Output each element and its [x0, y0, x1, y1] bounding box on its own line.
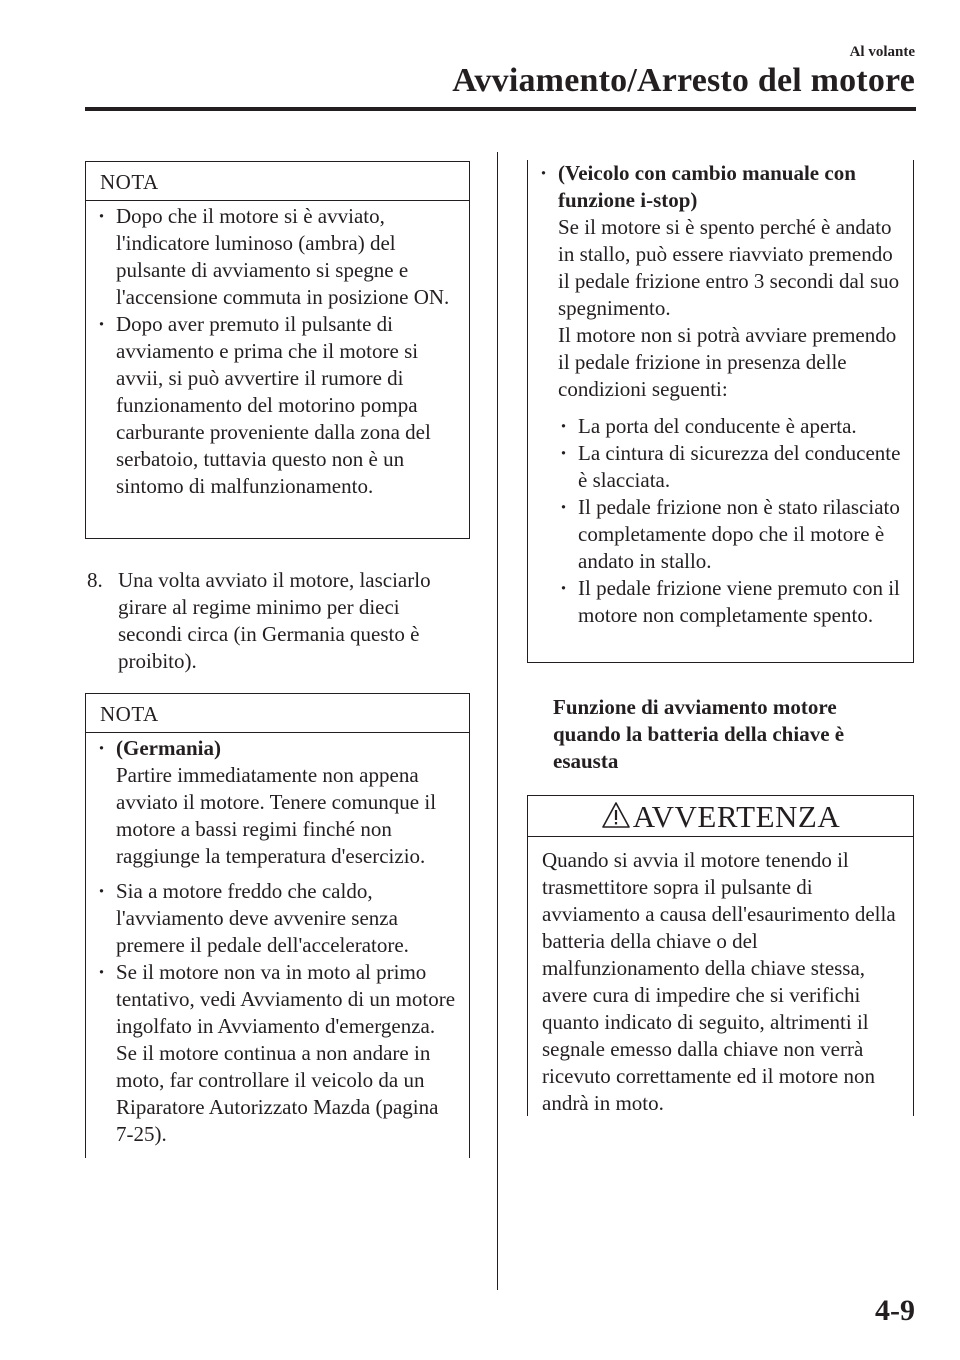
- sub-bullet: · Il pedale frizione viene premuto con il motore non completamente spento.: [554, 575, 903, 629]
- note-title: NOTA: [86, 694, 469, 733]
- note-bullet: · Dopo che il motore si è avviato, l'indicatore luminoso (ambra) del pulsante di avviamento si spegne e l'accensione commuta in posizione ON.: [92, 203, 457, 311]
- warning-triangle-icon: [601, 801, 631, 829]
- note-bullet: [534, 160, 903, 403]
- note-box-3: [527, 160, 914, 663]
- warning-header: [528, 796, 913, 837]
- section-subheading: Funzione di avviamento motore quando la batteria della chiave è esausta: [553, 695, 845, 773]
- note-bullet: · Sia a motore freddo che caldo, l'avviamento deve avvenire senza premere il pedale dell'acceleratore.: [92, 878, 457, 959]
- step-text: Una volta avviato il motore, lasciarlo girare al regime minimo per dieci secondi circa (in Germania questo è proibito).: [118, 568, 431, 673]
- sub-list: [534, 413, 903, 629]
- note-bullet: · Se il motore non va in moto al primo tentativo, vedi Avviamento di un motore ingolfato in Avviamento d'emergenza. Se il motore continua a non andare in moto, far controllare il veicolo da un Riparatore Autorizzato Mazda (pagina 7-25).: [92, 959, 457, 1148]
- step-number: 8.: [87, 568, 103, 592]
- warning-title: AVVERTENZA: [632, 799, 841, 834]
- bullet-text: Il motore non si potrà avviare premendo il pedale frizione in presenza delle condizioni seguenti:: [558, 323, 897, 401]
- page-number: 4-9: [875, 1294, 915, 1327]
- sub-bullet: · Il pedale frizione non è stato rilasciato completamente dopo che il motore è andato in stallo.: [554, 494, 903, 575]
- bullet-text: Partire immediatamente non appena avviato il motore. Tenere comunque il motore a bassi regimi finché non raggiunge la temperatura d'esercizio.: [116, 763, 437, 868]
- warning-box: [527, 795, 914, 1116]
- warning-text: Quando si avvia il motore tenendo il trasmettitore sopra il pulsante di avviamento a causa dell'esaurimento della batteria della chiave o del malfunzionamento della chiave stessa, avere cura di impedire che si verifichi quanto indicato di seguito, altrimenti il segnale emesso dalla chiave non verrà ricevuto correttamente ed il motore non andrà in moto.: [542, 848, 896, 1115]
- page-title: Avviamento/Arresto del motore: [452, 62, 915, 99]
- sub-bullet: · La porta del conducente è aperta.: [554, 413, 903, 440]
- step-8: [85, 567, 468, 675]
- column-divider: [497, 152, 498, 1290]
- note-bullet: · Dopo aver premuto il pulsante di avviamento e prima che il motore si avvii, si può avvertire il rumore di funzionamento del motorino pompa carburante proveniente dalla zona del serbatoio, tuttavia questo non è un sintomo di malfunzionamento.: [92, 311, 457, 500]
- note-box-1: [85, 161, 470, 539]
- bullet-heading: · (Germania): [116, 736, 221, 760]
- bullet-heading: · (Veicolo con cambio manuale con funzione i-stop): [558, 161, 856, 212]
- section-label: Al volante: [849, 44, 915, 60]
- note-box-2: [85, 693, 470, 1158]
- note-title: NOTA: [86, 162, 469, 201]
- header-rule: [85, 107, 916, 111]
- sub-bullet: · La cintura di sicurezza del conducente è slacciata.: [554, 440, 903, 494]
- note-bullet: [92, 735, 457, 870]
- bullet-text: Se il motore si è spento perché è andato in stallo, può essere riavviato premendo il pedale frizione entro 3 secondi dal suo spegnimento.: [558, 215, 900, 320]
